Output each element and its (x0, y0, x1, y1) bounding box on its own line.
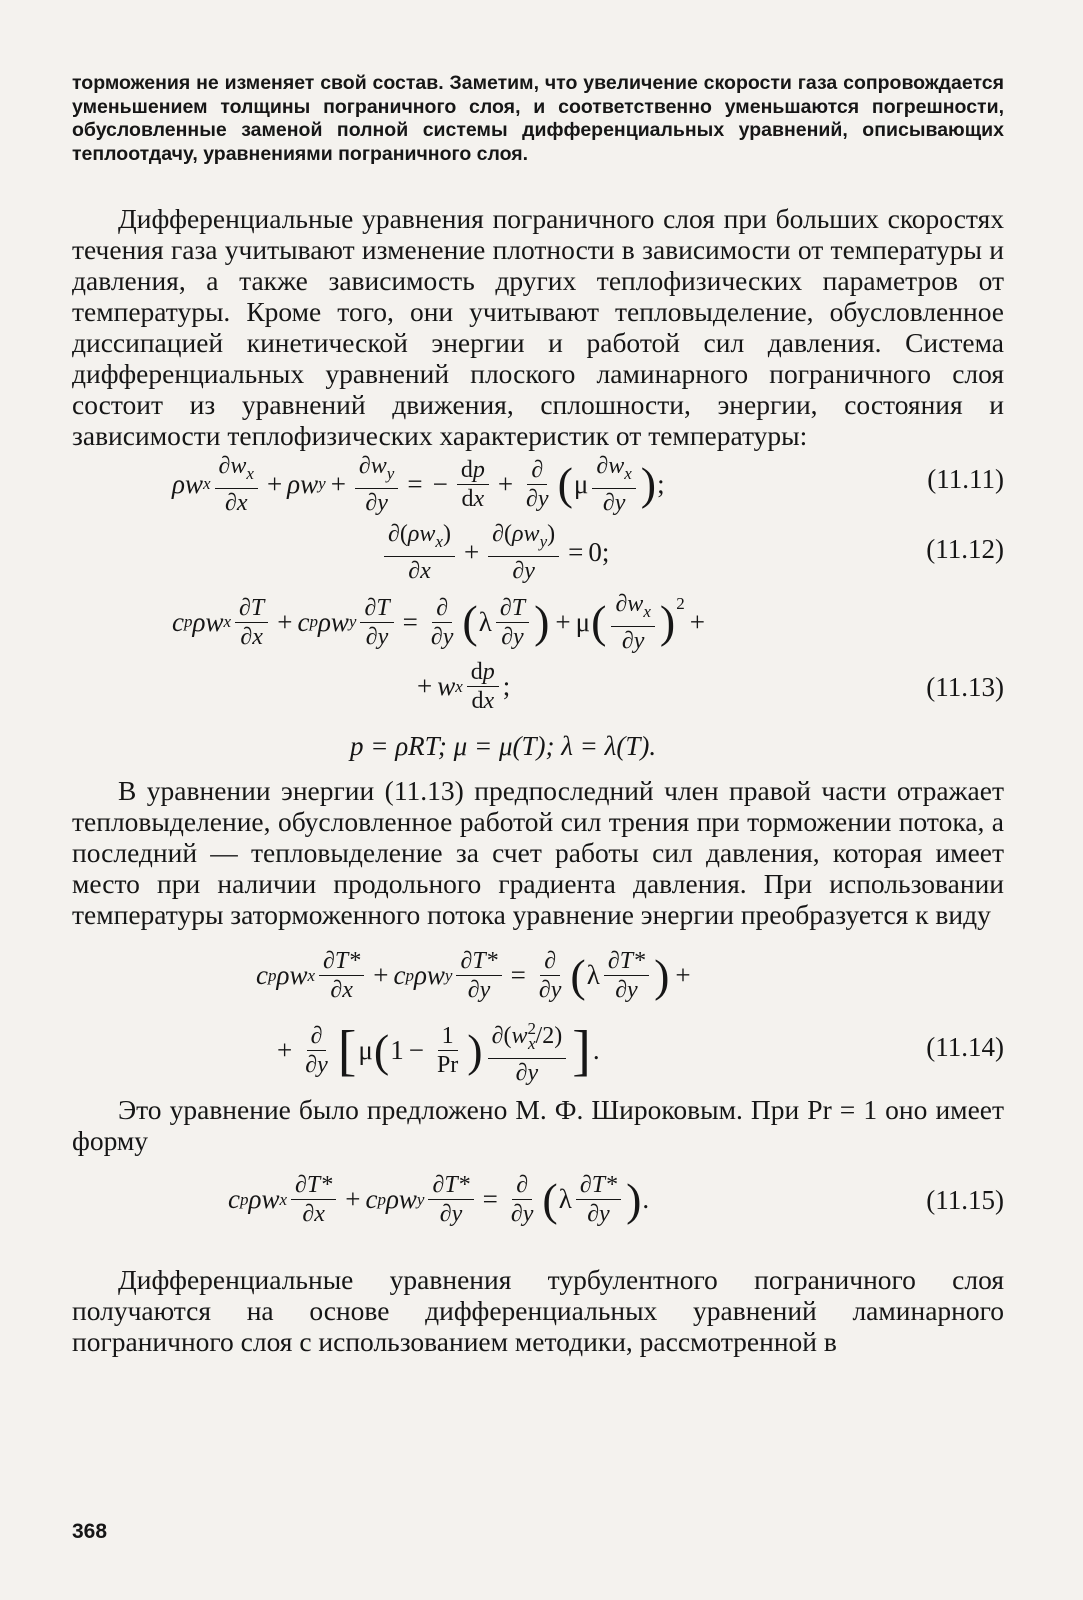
paragraph-shirokov: Это уравнение было предложено М. Ф. Широковым. При Pr = 1 оно имеет форму (72, 1094, 1004, 1156)
equation-number: (11.15) (926, 1185, 1004, 1215)
page-number: 368 (72, 1520, 108, 1543)
equation-11-14-line-2: + $\frac{\partial}{\partial y}$ [ μ ( 1 − $\frac{1}{Pr}$ ) $\frac{\partial(w^2_x/2)}{\partial y}$ ] . (11.14) (72, 1012, 1004, 1082)
equation-11-11: ρw x $\frac{\partial w_x}{\partial x}$ + ρw y + $\frac{\partial w_y}{\partial y}$ = − $\frac{dp}{dx}$ + $\frac{\partial}{\partial y}$ ( μ $\frac{\partial w_x}{\partial y}$ ) ; (11.11) (172, 453, 1004, 516)
paragraph-turbulent: Дифференциальные уравнения турбулентного пограничного слоя получаются на основе дифференциальных уравнений ламинарного пограничного слоя с использованием методики, рассмотренной в (72, 1264, 1004, 1357)
equation-11-13-line-2: + w x $\frac{dp}{dx}$ ; (11.13) (417, 659, 1004, 714)
equation-number: (11.11) (927, 464, 1004, 494)
equation-number: (11.13) (926, 672, 1004, 702)
equation-11-14-line-1: c p ρw x $\frac{\partial T*}{\partial x}$ + c p ρw y $\frac{\partial T*}{\partial y}$ = $\frac{\partial}{\partial y}$ ( λ $\frac{\partial T*}{\partial y}$ ) + (256, 948, 691, 1003)
state-equation (72, 729, 1004, 771)
paragraph-boundary-layer-equations: Дифференциальные уравнения пограничного слоя при больших скоростях течения газа учитывают изменение плотности в зависимости от температуры и давления, а также зависимость других теплофизических параметров от температуры. Кроме того, они учитывают тепловыделение, обусловленное диссипацией кинетической энергии и работой сил давления. Система дифференциальных уравнений плоского ламинарного пограничного слоя состоит из уравнений движения, сплошности, энергии, состояния и зависимости теплофизических характеристик от температуры: (72, 203, 1004, 451)
equation-number: (11.14) (926, 1032, 1004, 1062)
equation-11-15: c p ρw x $\frac{\partial T*}{\partial x}$ + c p ρw y $\frac{\partial T*}{\partial y}$ = $\frac{\partial}{\partial y}$ ( λ $\frac{\partial T*}{\partial y}$ ) . (11.15) (228, 1172, 1004, 1227)
equation-number: (11.12) (926, 534, 1004, 564)
page-content (72, 72, 1004, 1357)
equation-11-12: $\frac{\partial(\rho w_x)}{\partial x}$ + $\frac{\partial(\rho w_y)}{\partial y}$ = 0; (11.12) (72, 519, 1004, 583)
intro-paragraph: торможения не изменяет свой состав. Заметим, что увеличение скорости газа сопровождается уменьшением толщины пограничного слоя, и соответственно уменьшаются погрешности, обусловленные заменой полной системы дифференциальных уравнений, описывающих теплоотдачу, уравнениями пограничного слоя. (72, 72, 1004, 165)
paragraph-energy-equation: В уравнении энергии (11.13) предпоследний член правой части отражает тепловыделение, обусловленное работой сил трения при торможении потока, а последний — тепловыделение за счет работы сил давления, которая имеет место при наличии продольного градиента давления. При использовании температуры заторможенного потока уравнение энергии преобразуется к виду (72, 775, 1004, 930)
state-equation-text: p = ρRT; μ = μ(T); λ = λ(T). (350, 731, 657, 761)
equation-11-13-line-1: c p ρw x $\frac{\partial T}{\partial x}$ + c p ρw y $\frac{\partial T}{\partial y}$ = $\frac{\partial}{\partial y}$ ( λ $\frac{\partial T}{\partial y}$ ) + μ ( $\frac{\partial w_x}{\partial y}$ ) $^2$ + (172, 591, 705, 654)
